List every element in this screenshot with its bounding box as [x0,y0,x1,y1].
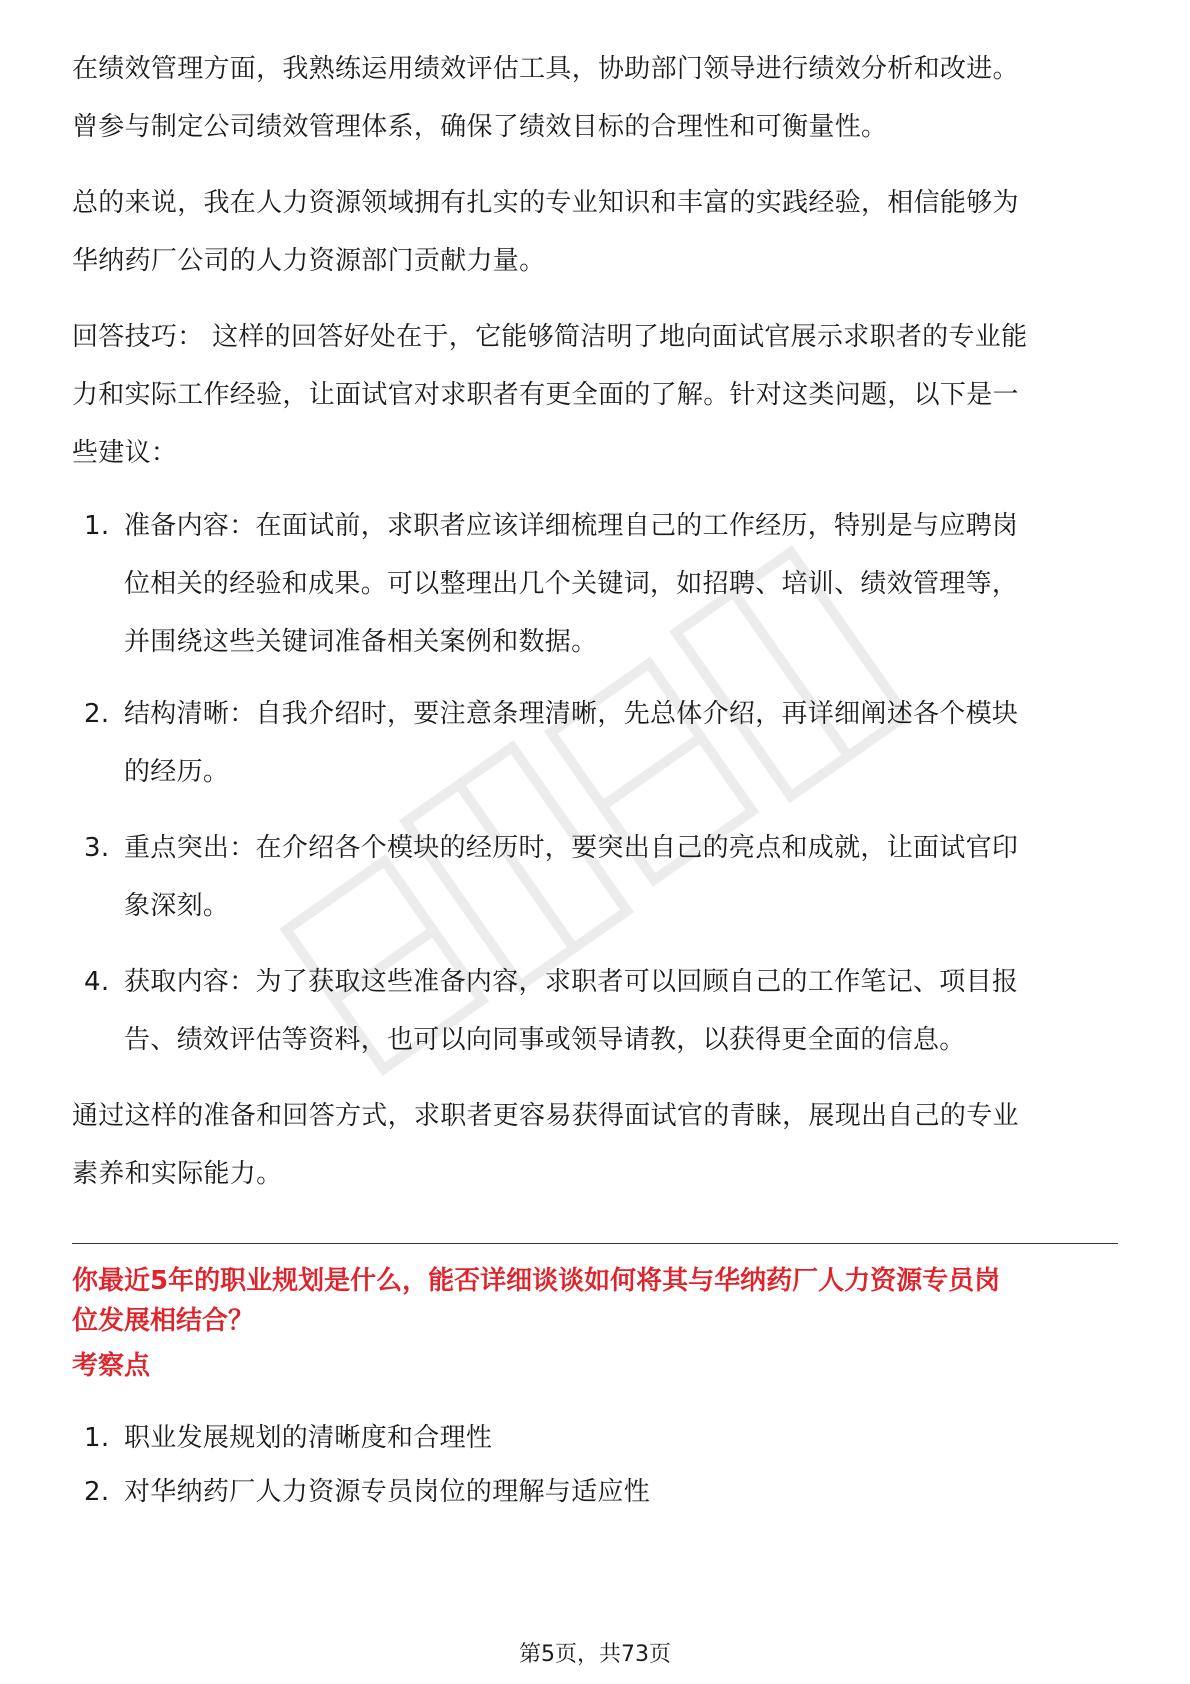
text-line: 通过这样的准备和回答方式，求职者更容易获得面试官的青睐，展现出自己的专业 [72,1101,1019,1131]
text-line: 在绩效管理方面，我熟练运用绩效评估工具，协助部门领导进行绩效分析和改进。 [72,54,1019,84]
list-number: 1. [84,1423,110,1453]
text-line: 准备内容：在面试前，求职者应该详细梳理自己的工作经历，特别是与应聘岗 [124,511,1019,541]
text-line: 总的来说，我在人力资源领域拥有扎实的专业知识和丰富的实践经验，相信能够为 [72,188,1019,218]
text-line: 位相关的经验和成果。可以整理出几个关键词，如招聘、培训、绩效管理等， [124,569,1019,599]
text-line: 些建议： [72,438,178,468]
text-line: 对华纳药厂人力资源专员岗位的理解与适应性 [124,1477,651,1507]
text-line: 曾参与制定公司绩效管理体系，确保了绩效目标的合理性和可衡量性。 [72,112,888,142]
list-number: 3. [84,833,110,863]
text-line: 并围绕这些关键词准备相关案例和数据。 [124,627,598,657]
section-divider [72,1243,1118,1244]
text-line: 结构清晰：自我介绍时，要注意条理清晰，先总体介绍，再详细阐述各个模块 [124,699,1019,729]
section-title: 考察点 [72,1351,151,1381]
list-number: 2. [84,699,110,729]
paragraph-summary [72,174,1118,290]
paragraph-conclusion [72,1087,1118,1203]
text-line: 素养和实际能力。 [72,1159,283,1189]
text-line: 职业发展规划的清晰度和合理性 [124,1423,493,1453]
list-number: 4. [84,967,110,997]
text-line: 华纳药厂公司的人力资源部门贡献力量。 [72,246,546,276]
list-number: 2. [84,1477,110,1507]
text-line: 的经历。 [124,757,230,787]
text-line: 获取内容：为了获取这些准备内容，求职者可以回顾自己的工作笔记、项目报 [124,967,1019,997]
list-number: 1. [84,511,110,541]
question-line: 你最近5年的职业规划是什么，能否详细谈谈如何将其与华纳药厂人力资源专员岗 [72,1266,1001,1296]
interview-question [72,1261,1118,1341]
text-line: 力和实际工作经验，让面试官对求职者有更全面的了解。针对这类问题，以下是一 [72,380,1019,410]
text-line: 象深刻。 [124,891,230,921]
question-line: 位发展相结合？ [72,1306,255,1336]
page-number: 第5页，共73页 [519,1642,671,1667]
paragraph-performance [72,40,1118,156]
text-line: 告、绩效评估等资料，也可以向同事或领导请教，以获得更全面的信息。 [124,1025,966,1055]
text-line: 重点突出：在介绍各个模块的经历时，要突出自己的亮点和成就，让面试官印 [124,833,1019,863]
text-line: 回答技巧： 这样的回答好处在于，它能够简洁明了地向面试官展示求职者的专业能 [72,322,1028,352]
paragraph-answer-tips [72,308,1118,482]
